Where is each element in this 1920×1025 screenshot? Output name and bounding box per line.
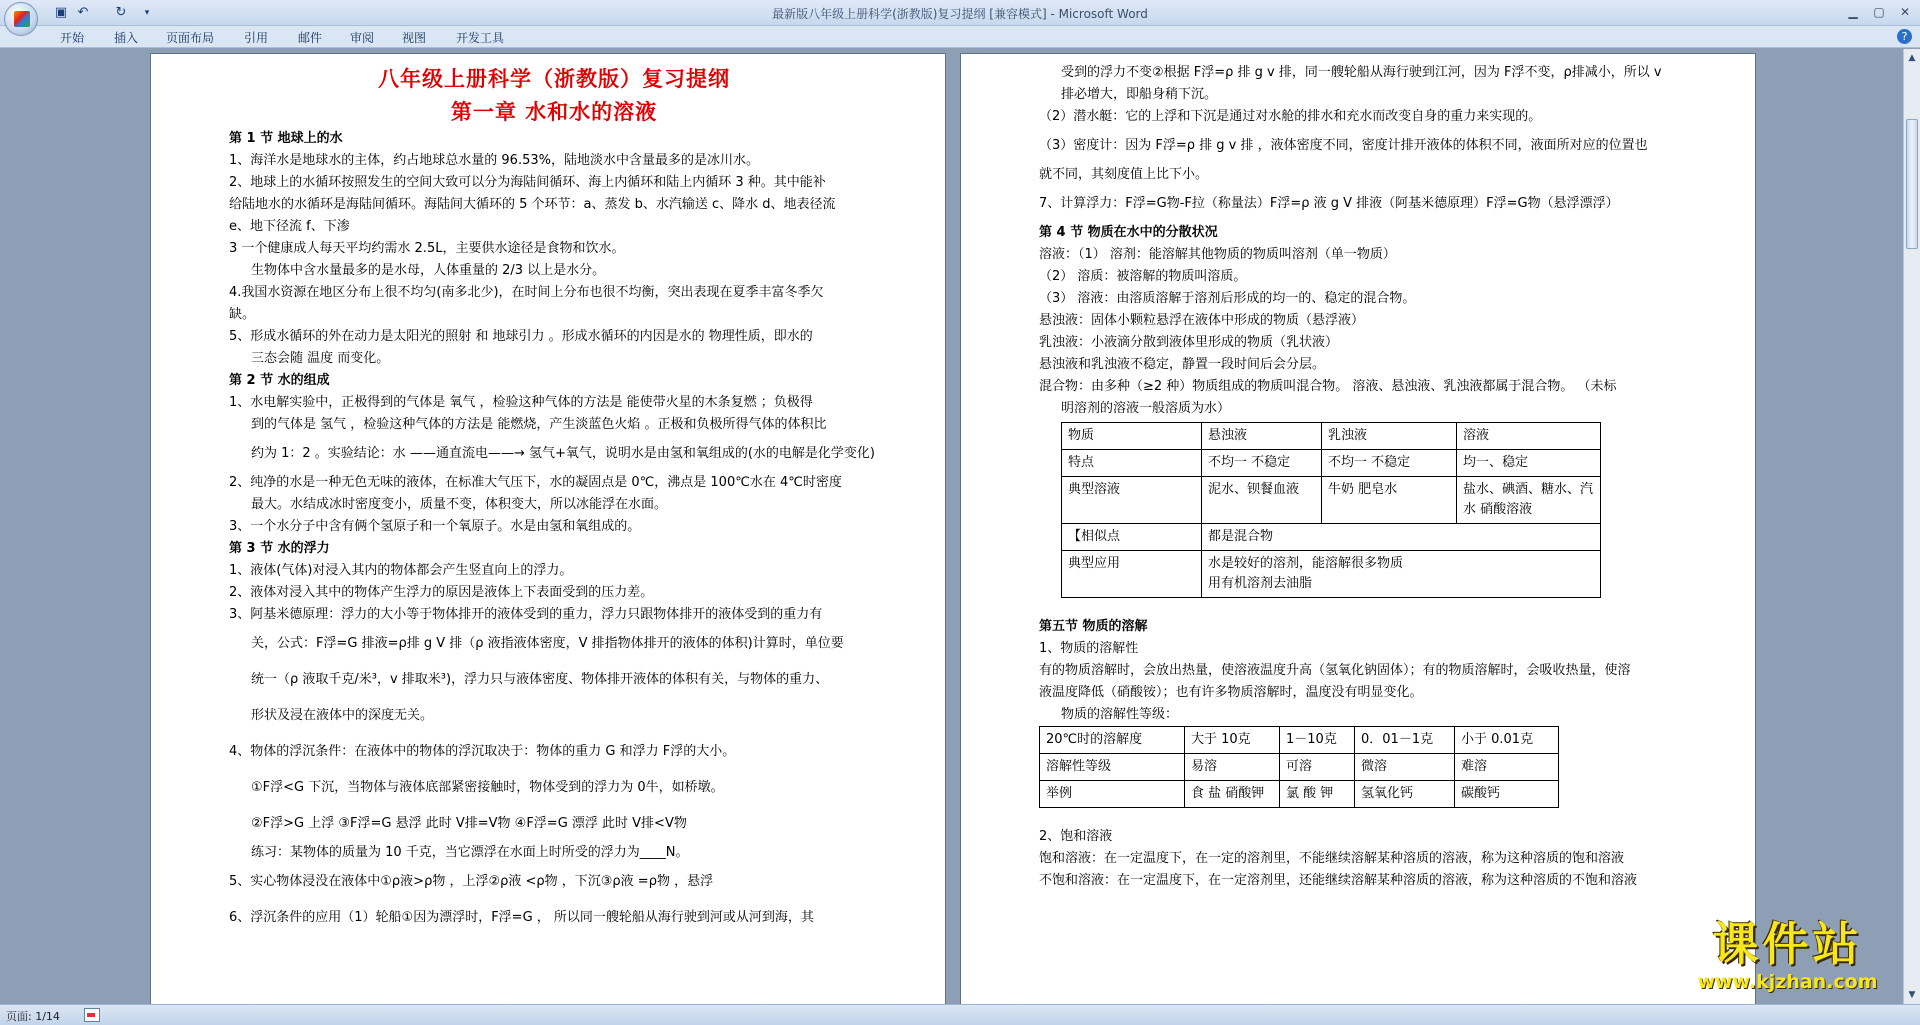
table-cell <box>1202 551 1601 598</box>
paragraph: 给陆地水的水循环是海陆间循环。海陆间大循环的 5 个环节：a、蒸发 b、水汽输送 c、降水 d、地表径流 <box>229 197 836 212</box>
table-cell: 大于 10克 <box>1185 727 1280 754</box>
table-cell: 可溶 <box>1280 754 1355 781</box>
paragraph: 排必增大，即船身稍下沉。 <box>1061 87 1218 102</box>
table-cell: 悬浊液 <box>1202 423 1322 450</box>
mixture-table <box>1061 422 1601 598</box>
paragraph: 2、地球上的水循环按照发生的空间大致可以分为海陆间循环、海上内循环和陆上内循环 3 种。其中能补 <box>229 175 826 190</box>
paragraph: 约为 1：2 。实验结论：水 ——通直流电——→ 氢气+氧气，说明水是由氢和氧组成的(水的电解是化学变化) <box>251 446 876 461</box>
table-cell: 20℃时的溶解度 <box>1040 727 1185 754</box>
cell-line: 水是较好的溶剂，能溶解很多物质 <box>1208 556 1404 571</box>
tab-mailings[interactable]: 邮件 <box>298 31 323 45</box>
vertical-scrollbar[interactable] <box>1903 49 1920 1004</box>
table-cell: 【相似点 <box>1062 524 1202 551</box>
page-indicator[interactable]: 页面: 1/14 <box>6 1010 60 1023</box>
paragraph: 混合物：由多种（≥2 种）物质组成的物质叫混合物。 溶液、悬浊液、乳浊液都属于混合物。 （未标 <box>1039 379 1617 394</box>
maximize-icon[interactable]: ▢ <box>1873 5 1885 19</box>
paragraph: （2）潜水艇：它的上浮和下沉是通过对水舱的排水和充水而改变自身的重力来实现的。 <box>1039 109 1542 124</box>
undo-icon[interactable]: ↶ <box>77 5 89 20</box>
table-cell: 氯 酸 钾 <box>1280 781 1355 808</box>
paragraph: e、地下径流 f、下渗 <box>229 219 350 234</box>
minimize-icon[interactable]: ▁ <box>1848 5 1858 19</box>
document-workspace[interactable] <box>0 49 1903 1004</box>
paragraph: 最大。水结成冰时密度变小，质量不变，体积变大，所以冰能浮在水面。 <box>251 497 668 512</box>
paragraph: 练习：某物体的质量为 10 千克，当它漂浮在水面上时所受的浮力为____N。 <box>251 845 689 860</box>
office-button[interactable] <box>4 2 38 36</box>
paragraph: 1、物质的溶解性 <box>1039 641 1139 656</box>
section-heading: 第 1 节 地球上的水 <box>229 131 343 146</box>
status-bar <box>0 1004 1920 1025</box>
table-row <box>1062 524 1601 551</box>
section-heading: 第五节 物质的溶解 <box>1039 619 1148 634</box>
table-cell: 典型应用 <box>1062 551 1202 598</box>
section-heading: 第 2 节 水的组成 <box>229 373 330 388</box>
paragraph: 饱和溶液：在一定温度下，在一定的溶剂里，不能继续溶解某种溶质的溶液，称为这种溶质的饱和溶液 <box>1039 851 1625 866</box>
paragraph: 三态会随 温度 而变化。 <box>251 351 390 366</box>
paragraph: 受到的浮力不变②根据 F浮=ρ 排 g v 排，同一艘轮船从海行驶到江河，因为 F浮不变，ρ排减小，所以 v <box>1061 65 1662 80</box>
paragraph: 6、浮沉条件的应用（1）轮船①因为漂浮时，F浮=G ， 所以同一艘轮船从海行驶到河或从河到海，其 <box>229 910 814 925</box>
scroll-down-icon[interactable]: ▼ <box>1908 990 1916 1000</box>
table-cell: 举例 <box>1040 781 1185 808</box>
table-cell: 盐水、碘酒、糖水、汽水 硝酸溶液 <box>1457 477 1601 524</box>
paragraph: 溶液：（1） 溶剂：能溶解其他物质的物质叫溶剂（单一物质） <box>1039 247 1396 262</box>
table-cell: 氢氧化钙 <box>1355 781 1455 808</box>
table-cell: 碳酸钙 <box>1455 781 1559 808</box>
office-logo-icon <box>14 11 30 27</box>
solubility-table <box>1039 726 1559 808</box>
table-row <box>1062 477 1601 524</box>
paragraph: 2、液体对浸入其中的物体产生浮力的原因是液体上下表面受到的压力差。 <box>229 585 654 600</box>
paragraph: 3、阿基米德原理：浮力的大小等于物体排开的液体受到的重力，浮力只跟物体排开的液体受到的重力有 <box>229 607 823 622</box>
table-cell: 小于 0.01克 <box>1455 727 1559 754</box>
paragraph: 3 一个健康成人每天平均约需水 2.5L，主要供水途径是食物和饮水。 <box>229 241 625 256</box>
document-title: 八年级上册科学（浙教版）复习提纲 <box>378 66 730 91</box>
paragraph: 3、一个水分子中含有俩个氢原子和一个氧原子。水是由氢和氧组成的。 <box>229 519 641 534</box>
paragraph: （3） 溶液：由溶质溶解于溶剂后形成的均一的、稳定的混合物。 <box>1039 291 1416 306</box>
paragraph: ②F浮>G 上浮 ③F浮=G 悬浮 此时 V排=V物 ④F浮=G 漂浮 此时 V排<V物 <box>251 816 687 831</box>
watermark-url: www.kjzhan.com <box>1697 971 1878 993</box>
table-row <box>1062 423 1601 450</box>
paragraph: 7、计算浮力：F浮=G物-F拉（称量法）F浮=ρ 液 g V 排液（阿基米德原理）F浮=G物（悬浮漂浮） <box>1039 196 1619 211</box>
table-row <box>1062 450 1601 477</box>
paragraph: 1、水电解实验中，正极得到的气体是 氧气 ，检验这种气体的方法是 能使带火星的木条复燃 ；负极得 <box>229 395 813 410</box>
tab-insert[interactable]: 插入 <box>114 31 139 45</box>
paragraph: 2、饱和溶液 <box>1039 829 1113 844</box>
table-cell: 均一、稳定 <box>1457 450 1601 477</box>
tab-references[interactable]: 引用 <box>244 31 269 45</box>
paragraph: 5、形成水循环的外在动力是太阳光的照射 和 地球引力 。形成水循环的内因是水的 物理性质，即水的 <box>229 329 813 344</box>
table-cell: 难溶 <box>1455 754 1559 781</box>
redo-icon[interactable]: ↻ <box>115 5 127 20</box>
save-icon[interactable]: ▣ <box>54 5 68 20</box>
paragraph: 4.我国水资源在地区分布上很不均匀(南多北少)，在时间上分布也很不均衡，突出表现在夏季丰富冬季欠 <box>229 285 824 300</box>
paragraph: 关，公式：F浮=G 排液=ρ排 g V 排（ρ 液指液体密度，V 排指物体排开的液体的体积)计算时，单位要 <box>251 636 844 651</box>
chapter-heading: 第一章 水和水的溶液 <box>450 99 658 124</box>
table-cell: 典型溶液 <box>1062 477 1202 524</box>
section-heading: 第 3 节 水的浮力 <box>229 541 330 556</box>
table-cell: 溶解性等级 <box>1040 754 1185 781</box>
ribbon-tabs <box>0 26 1920 48</box>
table-row <box>1040 781 1559 808</box>
watermark-logo <box>1655 917 1920 1009</box>
paragraph: ①F浮<G 下沉，当物体与液体底部紧密接触时，物体受到的浮力为 0牛，如桥墩。 <box>251 780 724 795</box>
paragraph: 液温度降低（硝酸铵）；也有许多物质溶解时，温度没有明显变化。 <box>1039 685 1423 700</box>
paragraph: 1、液体(气体)对浸入其内的物体都会产生竖直向上的浮力。 <box>229 563 573 578</box>
table-cell: 0．01－1克 <box>1355 727 1455 754</box>
customize-toolbar-icon[interactable]: ▾ <box>144 8 150 18</box>
section-heading: 第 4 节 物质在水中的分散状况 <box>1039 225 1218 240</box>
window-title: 最新版八年级上册科学(浙教版)复习提纲 [兼容模式] - Microsoft Word <box>772 7 1148 21</box>
paragraph: 不饱和溶液：在一定温度下，在一定溶剂里，还能继续溶解某种溶质的溶液，称为这种溶质的不饱和溶液 <box>1039 873 1638 888</box>
paragraph: 形状及浸在液体中的深度无关。 <box>251 708 434 723</box>
paragraph: （2） 溶质：被溶解的物质叫溶质。 <box>1039 269 1247 284</box>
paragraph: 悬浊液：固体小颗粒悬浮在液体中形成的物质（悬浮液） <box>1039 313 1365 328</box>
paragraph: （3）密度计：因为 F浮=ρ 排 g v 排 ，液体密度不同，密度计排开液体的体积不同，液面所对应的位置也 <box>1039 138 1648 153</box>
table-cell: 不均一 不稳定 <box>1202 450 1322 477</box>
close-icon[interactable]: ✕ <box>1899 5 1911 19</box>
title-bar <box>0 0 1920 26</box>
document-page-2[interactable] <box>960 53 1756 1004</box>
table-row <box>1062 551 1601 598</box>
paragraph: 悬浊液和乳浊液不稳定，静置一段时间后会分层。 <box>1039 357 1326 372</box>
table-cell: 乳浊液 <box>1322 423 1457 450</box>
table-cell: 牛奶 肥皂水 <box>1322 477 1457 524</box>
paragraph: 物质的溶解性等级： <box>1061 707 1179 722</box>
table-row <box>1040 754 1559 781</box>
paragraph: 到的气体是 氢气 ，检验这种气体的方法是 能燃烧，产生淡蓝色火焰 。正极和负极所得气体的体积比 <box>251 417 827 432</box>
paragraph: 生物体中含水量最多的是水母，人体重量的 2/3 以上是水分。 <box>251 263 606 278</box>
table-cell: 都是混合物 <box>1202 524 1601 551</box>
paragraph: 就不同，其刻度值上比下小。 <box>1039 167 1209 182</box>
paragraph: 明溶剂的溶液一般溶质为水） <box>1061 401 1231 416</box>
table-cell: 泥水、钡餐血液 <box>1202 477 1322 524</box>
table-cell: 溶液 <box>1457 423 1601 450</box>
tab-view[interactable]: 视图 <box>402 31 427 45</box>
paragraph: 2、纯净的水是一种无色无味的液体，在标准大气压下，水的凝固点是 0℃，沸点是 100℃水在 4℃时密度 <box>229 475 842 490</box>
table-cell: 1－10克 <box>1280 727 1355 754</box>
paragraph: 缺。 <box>229 307 256 322</box>
paragraph: 4、物体的浮沉条件：在液体中的物体的浮沉取决于：物体的重力 G 和浮力 F浮的大小。 <box>229 744 736 759</box>
proofing-icon[interactable] <box>84 1008 100 1022</box>
tab-developer[interactable]: 开发工具 <box>456 31 505 45</box>
table-cell: 易溶 <box>1185 754 1280 781</box>
cell-line: 用有机溶剂去油脂 <box>1208 576 1313 591</box>
paragraph: 1、海洋水是地球水的主体，约占地球总水量的 96.53%，陆地淡水中含量最多的是冰川水。 <box>229 153 759 168</box>
tab-home[interactable]: 开始 <box>60 31 85 45</box>
table-cell: 特点 <box>1062 450 1202 477</box>
table-row <box>1040 727 1559 754</box>
paragraph: 统一（ρ 液取千克/米³，v 排取米³)，浮力只与液体密度、物体排开液体的体积有关，与物体的重力、 <box>251 672 829 687</box>
tab-page-layout[interactable]: 页面布局 <box>166 31 215 45</box>
paragraph: 乳浊液：小液滴分散到液体里形成的物质（乳状液） <box>1039 335 1339 350</box>
document-page-1[interactable] <box>150 53 946 1004</box>
tab-review[interactable]: 审阅 <box>350 31 375 45</box>
watermark-title: 课件站 <box>1712 917 1863 971</box>
scroll-up-icon[interactable]: ▲ <box>1908 53 1916 63</box>
table-cell: 不均一 不稳定 <box>1322 450 1457 477</box>
table-cell: 微溶 <box>1355 754 1455 781</box>
scroll-thumb[interactable] <box>1906 119 1918 249</box>
paragraph: 5、实心物体浸没在液体中①ρ液>ρ物 ，上浮②ρ液 <ρ物 ，下沉③ρ液 =ρ物 ，悬浮 <box>229 874 714 889</box>
paragraph: 有的物质溶解时，会放出热量，使溶液温度升高（氢氧化钠固体）；有的物质溶解时，会吸收热量，使溶 <box>1039 663 1631 678</box>
table-cell: 物质 <box>1062 423 1202 450</box>
table-cell: 食 盐 硝酸钾 <box>1185 781 1280 808</box>
help-icon[interactable]: ? <box>1897 29 1912 44</box>
